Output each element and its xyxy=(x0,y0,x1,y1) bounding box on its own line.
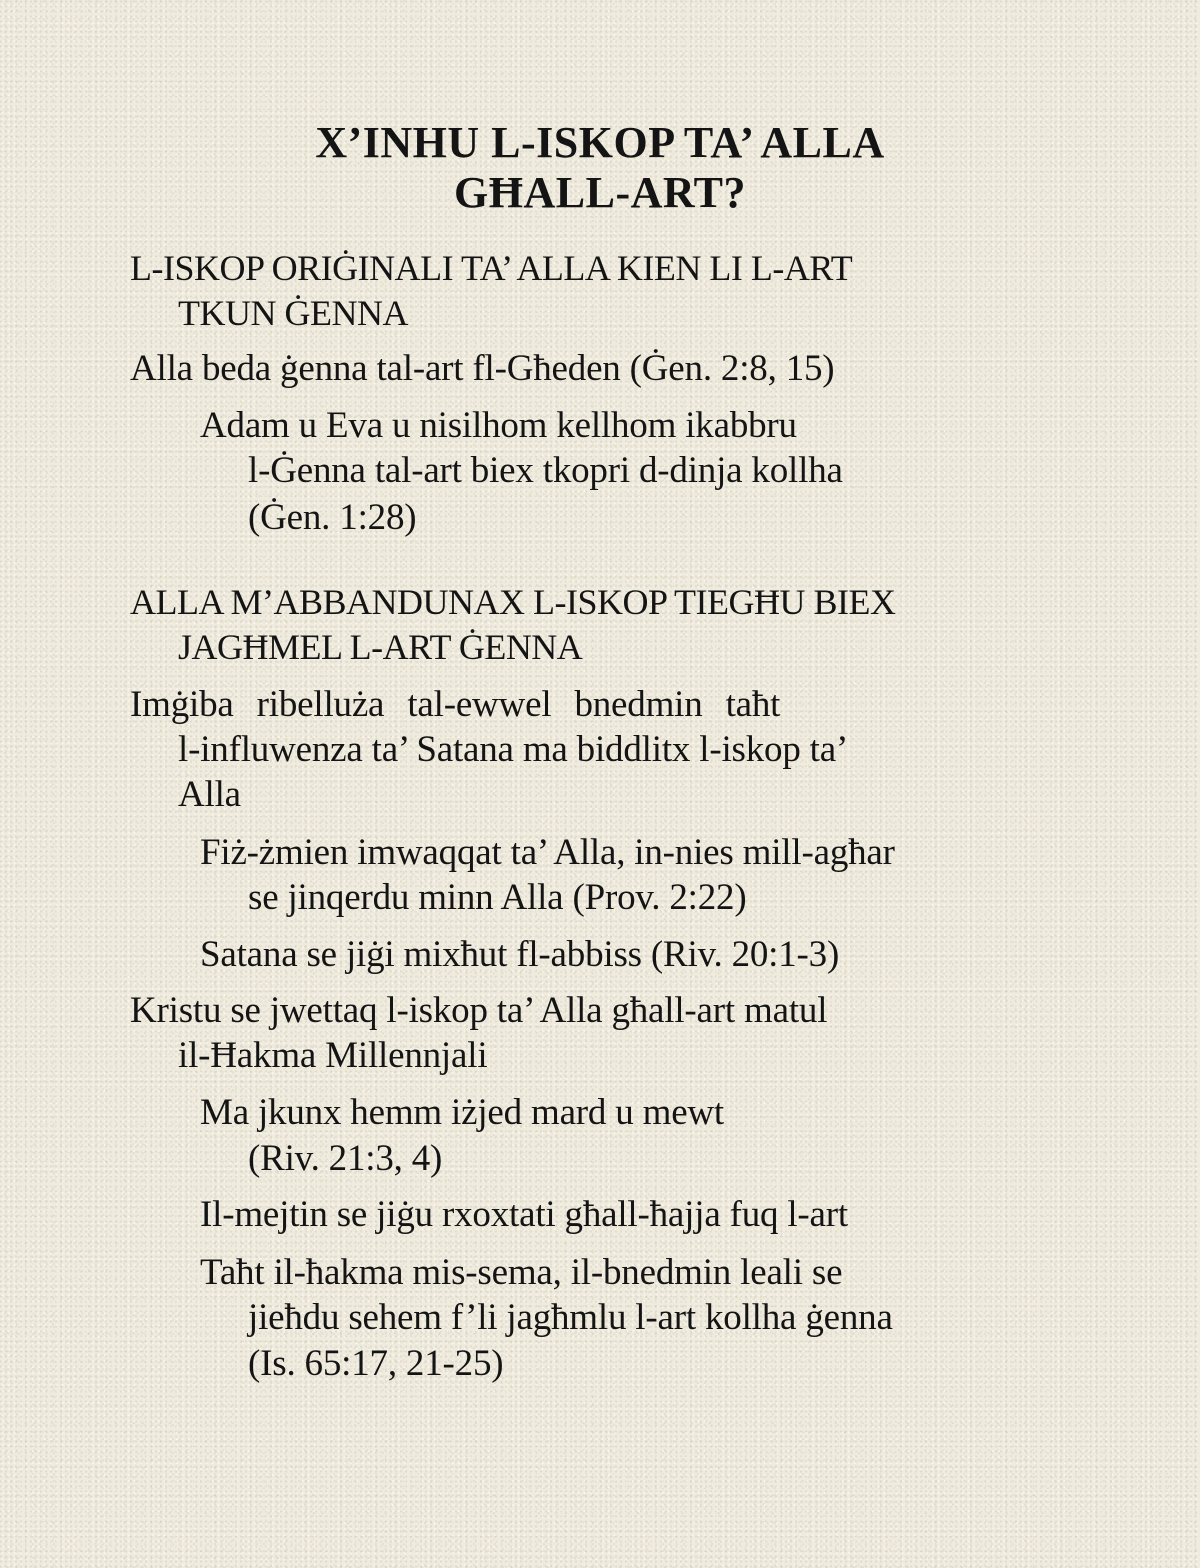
outline-subpoint-line: (Is. 65:17, 21-25) xyxy=(248,1343,504,1384)
page-title xyxy=(0,118,1200,218)
section-heading-line-2: TKUN ĠENNA xyxy=(178,293,408,333)
section-heading-line-1: L-ISKOP ORIĠINALI TA’ ALLA KIEN LI L-ART xyxy=(130,248,853,288)
outline-subpoint-line: Fiż-żmien imwaqqat ta’ Alla, in-nies mill-agħar xyxy=(200,832,895,873)
outline-point-line: Kristu se jwettaq l-iskop ta’ Alla għall-art matul xyxy=(130,990,828,1031)
page-title-line-2: GĦALL-ART? xyxy=(454,168,746,217)
outline-subpoint-line: Taħt il-ħakma mis-sema, il-bnedmin leali se xyxy=(200,1252,843,1293)
page-title-line-1: X’INHU L-ISKOP TA’ ALLA xyxy=(315,118,885,167)
outline-subpoint-line: Il-mejtin se jiġu rxoxtati għall-ħajja fuq l-art xyxy=(200,1194,848,1235)
outline-subpoint-line: Satana se jiġi mixħut fl-abbiss (Riv. 20:1-3) xyxy=(200,934,840,975)
section-heading-line-2: JAGĦMEL L-ART ĠENNA xyxy=(178,627,583,667)
outline-subpoint-line: (Ġen. 1:28) xyxy=(248,497,417,538)
outline-point-line: Imġiba ribelluża tal-ewwel bnedmin taħt xyxy=(130,684,781,725)
outline-point-line: l-influwenza ta’ Satana ma biddlitx l-iskop ta’ xyxy=(178,729,849,770)
outline-subpoint-line: Ma jkunx hemm iżjed mard u mewt xyxy=(200,1092,725,1133)
outline-point-line: il-Ħakma Millennjali xyxy=(178,1035,488,1076)
section-heading-line-1: ALLA M’ABBANDUNAX L-ISKOP TIEGĦU BIEX xyxy=(130,582,896,622)
outline-point-line: Alla xyxy=(178,774,241,815)
outline-subpoint-line: Adam u Eva u nisilhom kellhom ikabbru xyxy=(200,405,797,446)
outline-subpoint-line: (Riv. 21:3, 4) xyxy=(248,1138,443,1179)
outline-subpoint-line: jieħdu sehem f’li jagħmlu l-art kollha ġenna xyxy=(248,1297,893,1338)
outline-point: Alla beda ġenna tal-art fl-Għeden (Ġen. 2:8, 15) xyxy=(130,348,835,389)
outline-subpoint-line: l-Ġenna tal-art biex tkopri d-dinja kollha xyxy=(248,450,843,491)
outline-subpoint-line: se jinqerdu minn Alla (Prov. 2:22) xyxy=(248,877,747,918)
